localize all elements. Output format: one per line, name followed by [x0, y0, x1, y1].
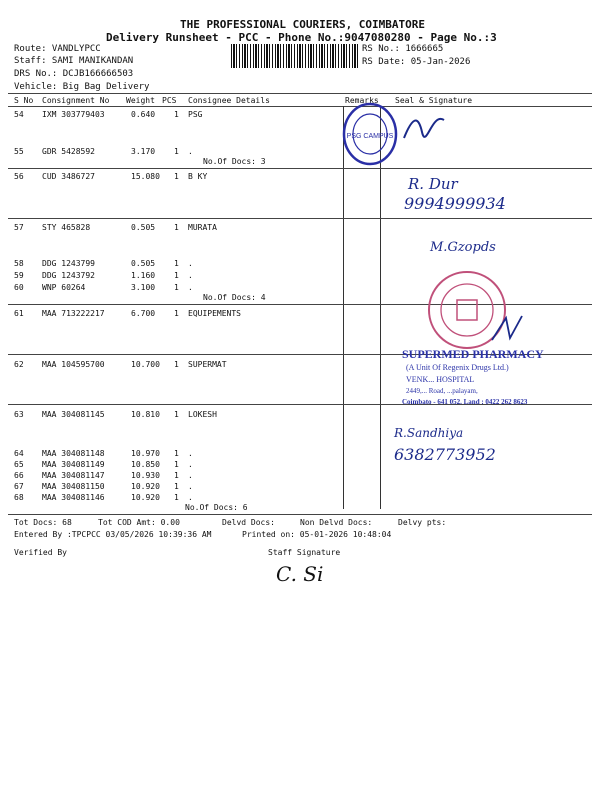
row-consignment: STY 465828 — [42, 223, 91, 232]
row-pcs: 1 — [174, 410, 179, 419]
pharmacy-stamp-address: 2449,... Road, ...palayam, — [406, 387, 478, 395]
col-seal: Seal & Signature — [395, 96, 473, 105]
row-consignment: MAA 304081149 — [42, 460, 105, 469]
row-pcs: 1 — [174, 223, 179, 232]
row-consignee: B KY — [188, 172, 208, 181]
row-sno: 54 — [14, 110, 24, 119]
row-pcs: 1 — [174, 482, 179, 491]
row-pcs: 1 — [174, 110, 179, 119]
row-weight: 0.505 — [131, 259, 156, 268]
runsheet-title: Delivery Runsheet - PCC - Phone No.:9047080280 - Page No.:3 — [106, 31, 497, 44]
handwritten-phone-63: 6382773952 — [394, 445, 496, 464]
handwritten-phone-56: 9994999934 — [404, 194, 506, 213]
rs-number: RS No.: 1666665 — [362, 44, 444, 54]
row-consignment: DDG 1243792 — [42, 271, 95, 280]
row-weight: 3.170 — [131, 147, 156, 156]
row-sno: 68 — [14, 493, 24, 502]
row-weight: 0.505 — [131, 223, 156, 232]
handwritten-signature-57: M.Gzopds — [430, 240, 496, 255]
printed-on: Printed on: 05-01-2026 10:48:04 — [242, 530, 392, 539]
row-weight: 10.970 — [131, 449, 160, 458]
row-consignment: IXM 303779403 — [42, 110, 105, 119]
table-header-rule — [8, 106, 592, 107]
staff-label: Staff: SAMI MANIKANDAN — [14, 56, 134, 66]
row-sno: 60 — [14, 283, 24, 292]
row-weight: 3.100 — [131, 283, 156, 292]
drs-label: DRS No.: DCJB166666503 — [14, 69, 134, 79]
pharmacy-stamp-sub: (A Unit Of Regenix Drugs Ltd.) — [406, 363, 509, 372]
row-consignment: MAA 713222217 — [42, 309, 105, 318]
row-consignment: MAA 304081146 — [42, 493, 105, 502]
row-sno: 58 — [14, 259, 24, 268]
col-weight: Weight — [126, 96, 155, 105]
docs-count-note: No.Of Docs: 4 — [203, 293, 266, 302]
pharmacy-stamp-name: SUPERMED PHARMACY — [402, 347, 544, 361]
row-weight: 15.080 — [131, 172, 160, 181]
row-pcs: 1 — [174, 493, 179, 502]
row-pcs: 1 — [174, 271, 179, 280]
route-label: Route: VANDLYPCC — [14, 44, 101, 54]
row-weight: 10.930 — [131, 471, 160, 480]
row-weight: 10.700 — [131, 360, 160, 369]
row-consignee: . — [188, 283, 193, 292]
round-seal-stamp — [340, 100, 400, 168]
row-sno: 55 — [14, 147, 24, 156]
row-consignment: GDR 5428592 — [42, 147, 95, 156]
row-weight: 0.640 — [131, 110, 156, 119]
pharmacy-stamp-hospital: VENK... HOSPITAL — [406, 375, 475, 384]
row-consignment: MAA 304081148 — [42, 449, 105, 458]
row-sno: 59 — [14, 271, 24, 280]
row-consignee: PSG — [188, 110, 203, 119]
round-seal-text: PSG CAMPUS — [346, 133, 394, 140]
row-consignee: . — [188, 460, 193, 469]
row-consignee: . — [188, 147, 193, 156]
col-consignment: Consignment No — [42, 96, 110, 105]
staff-signature-label: Staff Signature — [268, 548, 341, 557]
row-pcs: 1 — [174, 460, 179, 469]
row-pcs: 1 — [174, 147, 179, 156]
handwritten-name-56: R. Dur — [408, 175, 458, 193]
row-consignment: MAA 304081150 — [42, 482, 105, 491]
row-sno: 66 — [14, 471, 24, 480]
col-sno: S No — [14, 96, 34, 105]
non-delivered-docs: Non Delvd Docs: — [300, 518, 373, 527]
company-title: THE PROFESSIONAL COURIERS, COIMBATORE — [180, 18, 426, 31]
entered-by: Entered By :TPCPCC 03/05/2026 10:39:36 AM — [14, 530, 212, 539]
row-sno: 63 — [14, 410, 24, 419]
row-consignee: . — [188, 259, 193, 268]
row-consignment: MAA 304081147 — [42, 471, 105, 480]
table-bottom-rule — [8, 514, 592, 515]
handwritten-name-63: R.Sandhiya — [394, 426, 464, 440]
row-sno: 65 — [14, 460, 24, 469]
total-docs: Tot Docs: 68 — [14, 518, 72, 527]
row-weight: 10.810 — [131, 410, 160, 419]
row-pcs: 1 — [174, 449, 179, 458]
row-pcs: 1 — [174, 471, 179, 480]
row-weight: 1.160 — [131, 271, 156, 280]
row-weight: 10.920 — [131, 493, 160, 502]
row-weight: 10.920 — [131, 482, 160, 491]
row-consignment: DDG 1243799 — [42, 259, 95, 268]
row-weight: 10.850 — [131, 460, 160, 469]
row-sno: 61 — [14, 309, 24, 318]
row-consignment: CUD 3486727 — [42, 172, 95, 181]
staff-signature: C. Si — [276, 562, 324, 586]
vehicle-label: Vehicle: Big Bag Delivery — [14, 82, 150, 92]
col-consignee: Consignee Details — [188, 96, 270, 105]
row-pcs: 1 — [174, 172, 179, 181]
row-consignee: . — [188, 482, 193, 491]
row-consignee: . — [188, 271, 193, 280]
col-remarks: Remarks — [345, 96, 379, 105]
table-top-rule — [8, 93, 592, 94]
row-sno: 67 — [14, 482, 24, 491]
row-sno: 56 — [14, 172, 24, 181]
signature-row-54 — [400, 108, 450, 144]
row-pcs: 1 — [174, 360, 179, 369]
row-sno: 57 — [14, 223, 24, 232]
row-consignee: . — [188, 449, 193, 458]
row-consignee: EQUIPEMENTS — [188, 309, 241, 318]
row-consignment: WNP 60264 — [42, 283, 86, 292]
verified-by-label: Verified By — [14, 548, 67, 557]
row-divider — [8, 218, 592, 219]
pharmacy-stamp-city: Coimbato - 641 052. Land : 0422 262 8623 — [402, 398, 528, 406]
row-consignee: . — [188, 493, 193, 502]
row-consignee: MURATA — [188, 223, 217, 232]
row-divider — [8, 168, 592, 169]
delivered-docs: Delvd Docs: — [222, 518, 275, 527]
row-consignee: SUPERMAT — [188, 360, 227, 369]
total-cod-amount: Tot COD Amt: 0.00 — [98, 518, 180, 527]
docs-count-note: No.Of Docs: 6 — [185, 503, 248, 512]
barcode — [231, 44, 359, 68]
row-consignment: MAA 304081145 — [42, 410, 105, 419]
row-pcs: 1 — [174, 309, 179, 318]
row-pcs: 1 — [174, 259, 179, 268]
rs-date: RS Date: 05-Jan-2026 — [362, 57, 471, 67]
signature-row-61 — [488, 312, 528, 346]
row-consignee: . — [188, 471, 193, 480]
delivery-points: Delvy pts: — [398, 518, 447, 527]
row-weight: 6.700 — [131, 309, 156, 318]
row-consignment: MAA 104595700 — [42, 360, 105, 369]
row-sno: 64 — [14, 449, 24, 458]
row-pcs: 1 — [174, 283, 179, 292]
col-pcs: PCS — [162, 96, 177, 105]
docs-count-note: No.Of Docs: 3 — [203, 157, 266, 166]
row-sno: 62 — [14, 360, 24, 369]
row-consignee: LOKESH — [188, 410, 217, 419]
